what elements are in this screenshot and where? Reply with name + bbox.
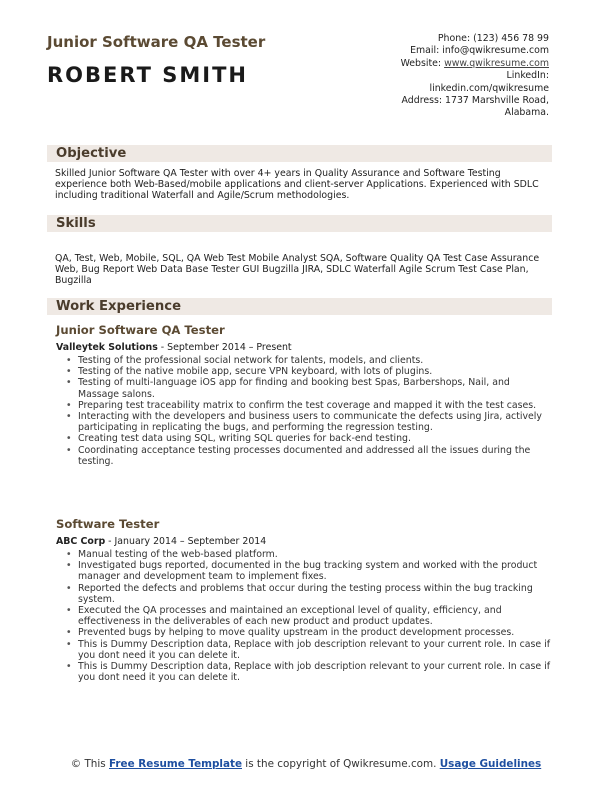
usage-guidelines-link[interactable]: Usage Guidelines [439, 758, 542, 770]
list-item: • Coordinating acceptance testing processes documented and addressed all the issues during the testing. [78, 445, 552, 467]
list-item: • Prevented bugs by helping to move quality upstream in the product development processes. [78, 627, 552, 638]
website-label: Website: [400, 57, 445, 69]
job-1-bullets [47, 355, 552, 467]
contact-phone: Phone: (123) 456 78 99 [437, 33, 549, 44]
list-item: • Manual testing of the web-based platform. [78, 549, 552, 560]
job-2-dates: - January 2014 – September 2014 [105, 536, 267, 547]
candidate-name: ROBERT SMITH [47, 63, 248, 87]
list-item: • Interacting with the developers and business users to communicate the defects using Jira, actively participating in replicating the bugs, and performing the regression testing. [78, 411, 552, 433]
list-item: • This is Dummy Description data, Replace with job description relevant to your current role. In case if you dont need it you can delete it. [78, 639, 552, 661]
contact-linkedin-value: linkedin.com/qwikresume [429, 82, 549, 94]
list-item: • Testing of the professional social network for talents, models, and clients. [78, 355, 552, 366]
experience-section [47, 298, 552, 315]
skills-text: QA, Test, Web, Mobile, SQL, QA Web Test Mobile Analyst SQA, Software Quality QA Test Case Assurance Web, Bug Report Web Data Base Tester GUI Bugzilla JIRA, SDLC Waterfall Agile Scrum Test Case Plan, Bugzilla [55, 253, 540, 287]
job-entry-1 [47, 323, 552, 467]
objective-heading: Objective [47, 145, 552, 162]
job-2-company: ABC Corp [56, 536, 106, 547]
contact-block [401, 33, 549, 120]
list-item: • Investigated bugs reported, documented in the bug tracking system and worked with the product manager and development team to implement fixes. [78, 560, 552, 582]
objective-section [47, 145, 552, 202]
job-1-title: Junior Software QA Tester [56, 323, 225, 337]
website-link[interactable]: www.qwikresume.com [444, 57, 549, 69]
job-1-dates: - September 2014 – Present [157, 342, 292, 353]
job-1-company: Valleytek Solutions [56, 342, 158, 353]
experience-heading: Work Experience [47, 298, 552, 315]
job-2-company-line [47, 536, 552, 547]
job-1-company-line [47, 342, 552, 353]
list-item: • Executed the QA processes and maintained an exceptional level of quality, efficiency, and effectiveness in the deliverables of each new product and product updates. [78, 605, 552, 627]
skills-section [47, 215, 552, 287]
objective-text: Skilled Junior Software QA Tester with over 4+ years in Quality Assurance and Software Testing experience both Web-Based/mobile applications and client-server Applications. Experienced with SDLC including traditional Waterfall and Agile/Scrum methodologies. [55, 168, 539, 202]
skills-heading: Skills [47, 215, 552, 232]
contact-website [401, 58, 549, 70]
job-2-bullets [47, 549, 552, 683]
list-item: • Creating test data using SQL, writing SQL queries for back-end testing. [78, 433, 552, 444]
list-item: • Preparing test traceability matrix to confirm the test coverage and mapped it with the test cases. [78, 400, 552, 411]
contact-linkedin-label: LinkedIn: [506, 70, 549, 82]
contact-address-line2: Alabama. [504, 107, 549, 119]
list-item: • This is Dummy Description data, Replace with job description relevant to your current role. In case if you dont need it you can delete it. [78, 661, 552, 683]
contact-email: Email: info@qwikresume.com [410, 45, 549, 57]
list-item: • Testing of multi-language iOS app for finding and booking best Spas, Barbershops, Nail, and Massage salons. [78, 377, 552, 399]
footer-middle: is the copyright of Qwikresume.com. [242, 758, 440, 770]
free-resume-template-link[interactable]: Free Resume Template [109, 758, 242, 770]
list-item: • Reported the defects and problems that occur during the testing process within the bug tracking system. [78, 583, 552, 605]
contact-address-line1: Address: 1737 Marshville Road, [401, 95, 549, 107]
job-entry-2 [47, 517, 552, 683]
copyright-footer [0, 758, 612, 771]
job-2-title: Software Tester [56, 517, 160, 531]
footer-prefix: © This [70, 758, 109, 770]
resume-job-title: Junior Software QA Tester [47, 33, 266, 51]
list-item: • Testing of the native mobile app, secure VPN keyboard, with lots of plugins. [78, 366, 552, 377]
